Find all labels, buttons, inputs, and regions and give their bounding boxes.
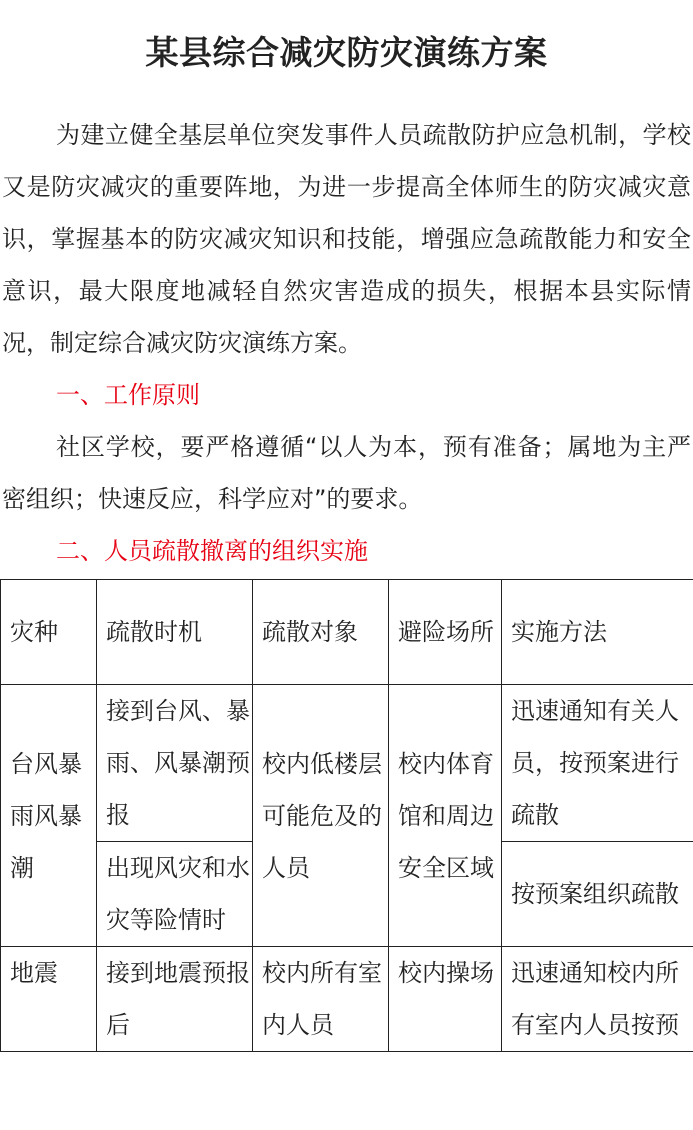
cell-earthquake-type: 地震 [1, 947, 97, 1052]
document-title: 某县综合减灾防灾演练方案 [0, 33, 693, 73]
section-heading-principles: 一、工作原则 [0, 369, 693, 421]
cell-typhoon-place: 校内体育馆和周边安全区域 [389, 685, 502, 947]
evacuation-table [0, 579, 693, 1052]
cell-typhoon-type: 台风暴雨风暴潮 [1, 685, 97, 947]
cell-earthquake-place: 校内操场 [389, 947, 502, 1052]
cell-typhoon-timing-2: 出现风灾和水灾等险情时 [97, 842, 253, 947]
cell-earthquake-target: 校内所有室内人员 [253, 947, 389, 1052]
cell-typhoon-timing-1: 接到台风、暴雨、风暴潮预报 [97, 685, 253, 842]
header-cell-place: 避险场所 [389, 580, 502, 685]
header-cell-target: 疏散对象 [253, 580, 389, 685]
header-cell-timing: 疏散时机 [97, 580, 253, 685]
table-row [1, 685, 693, 842]
section-heading-evacuation: 二、人员疏散撤离的组织实施 [0, 525, 693, 577]
table-header-row [1, 580, 693, 685]
header-cell-disaster-type: 灾种 [1, 580, 97, 685]
table-row [1, 947, 693, 1052]
principles-paragraph: 社区学校，要严格遵循“以人为本，预有准备；属地为主严密组织；快速反应，科学应对”的要求。 [0, 421, 693, 525]
intro-paragraph: 为建立健全基层单位突发事件人员疏散防护应急机制，学校又是防灾减灾的重要阵地，为进一步提高全体师生的防灾减灾意识，掌握基本的防灾减灾知识和技能，增强应急疏散能力和安全意识，最大限度地减轻自然灾害造成的损失，根据本县实际情况，制定综合减灾防灾演练方案。 [0, 109, 693, 369]
cell-earthquake-timing: 接到地震预报后 [97, 947, 253, 1052]
cell-typhoon-method-2: 按预案组织疏散 [502, 842, 693, 947]
document [0, 33, 693, 1052]
cell-typhoon-target: 校内低楼层可能危及的人员 [253, 685, 389, 947]
cell-typhoon-method-1: 迅速通知有关人员，按预案进行疏散 [502, 685, 693, 842]
header-cell-method: 实施方法 [502, 580, 693, 685]
cell-earthquake-method: 迅速通知校内所有室内人员按预 [502, 947, 693, 1052]
